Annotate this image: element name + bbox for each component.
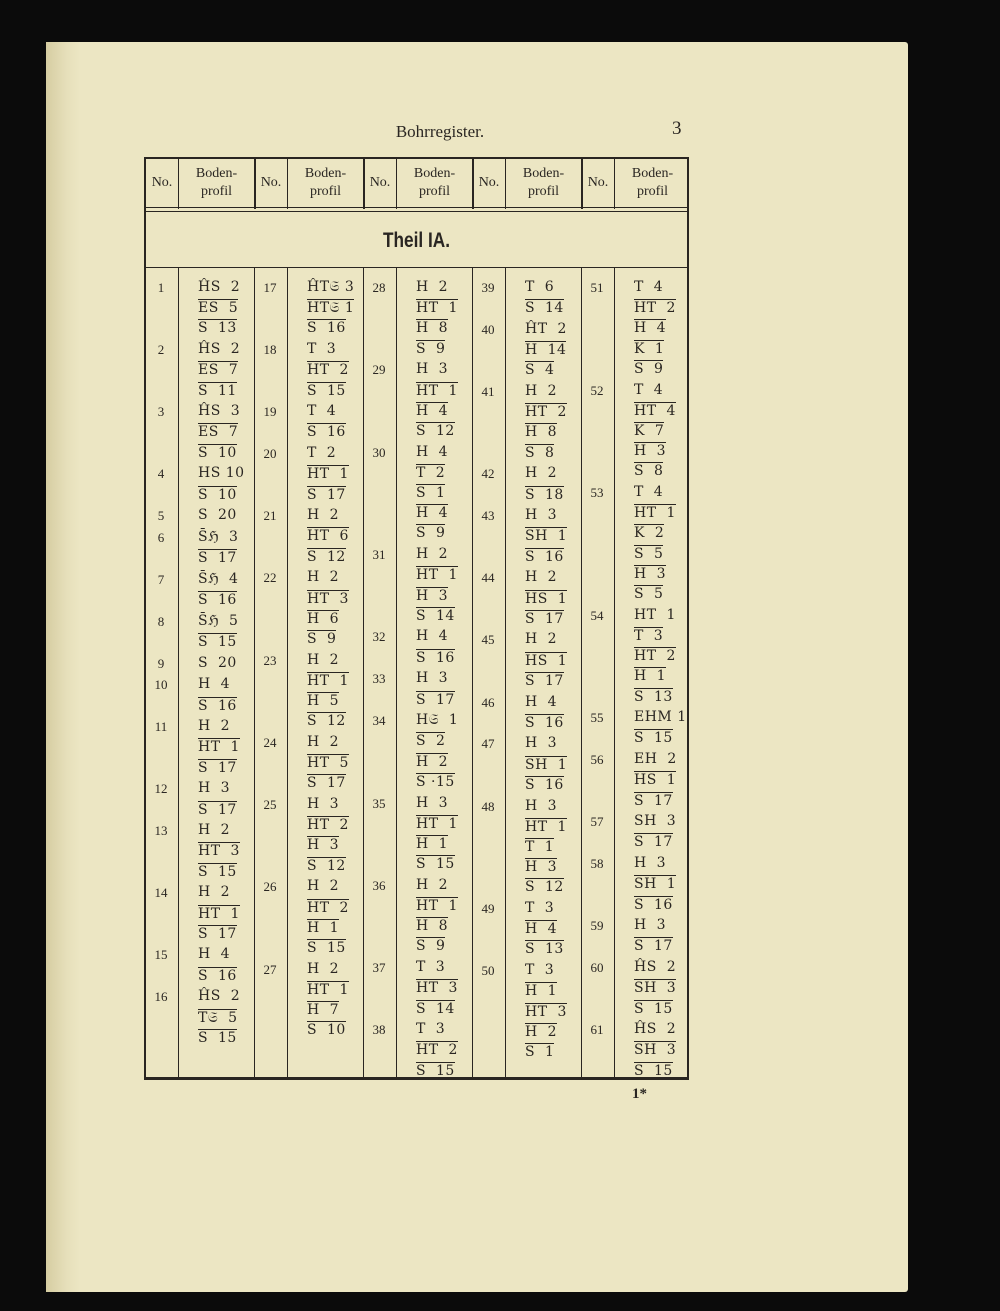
profile-layer: S 15 (307, 939, 346, 956)
profile-layer: H 2 (525, 465, 558, 482)
bore-number: 16 (154, 989, 168, 1005)
profile-layer: S 12 (307, 713, 346, 730)
bore-number: 25 (263, 797, 277, 812)
profile-layer: H 4 (416, 628, 449, 645)
profile-layer: ĤS 2 (634, 1021, 677, 1038)
profile-layer: ES 7 (198, 362, 239, 379)
bore-number: 14 (154, 885, 168, 901)
bore-number: 29 (372, 362, 386, 378)
bore-number: 18 (263, 342, 277, 358)
profile-layer: T 3 (307, 341, 337, 358)
profile-layer: S̄ℌ 4 (198, 570, 239, 587)
profile-layer: HS 1 (525, 652, 568, 669)
bore-number: 48 (481, 798, 495, 814)
profile-layer: H 1 (416, 835, 449, 852)
profile-layer: HT 2 (307, 817, 349, 834)
profile-layer: H 4 (634, 320, 667, 337)
bore-number: 6 (157, 529, 165, 545)
profile-layer: ĤT 2 (525, 320, 567, 337)
bore-number: 51 (590, 280, 604, 295)
profile-layer: SH 3 (634, 813, 677, 830)
profile-layer: ĤS 2 (198, 988, 241, 1005)
bore-number: 60 (590, 960, 604, 976)
profile-layer: H 4 (416, 505, 449, 522)
profile-layer: H 8 (525, 424, 558, 441)
profile-layer: HT 1 (525, 818, 567, 835)
profile-layer: HT 1 (198, 905, 240, 922)
header-profile: Boden- profil (195, 166, 238, 199)
profile-layer: HS 10 (198, 465, 245, 482)
profile-layer: H 3 (416, 587, 449, 604)
profile-layer: S 15 (634, 1000, 673, 1017)
profile-layer: HT 4 (634, 402, 676, 419)
bore-number: 57 (590, 814, 604, 830)
profile-layer: S 9 (634, 360, 664, 377)
profile-layer: H 4 (416, 443, 449, 460)
profile-layer: H 2 (307, 507, 340, 524)
profile-layer: H 2 (198, 718, 231, 735)
profile-layer: HT 2 (634, 300, 676, 317)
profile-layer: SH 3 (634, 1042, 677, 1059)
profile-layer: S 17 (198, 759, 237, 776)
header-rule (146, 207, 687, 212)
profile-layer: H 3 (634, 565, 667, 582)
profile-layer: S 17 (634, 792, 673, 809)
profile-layer: S 13 (634, 688, 673, 705)
profile-layer: T 3 (416, 959, 446, 976)
profile-layer: HT 5 (307, 755, 349, 772)
column-rule (254, 267, 255, 1077)
profile-layer: H 5 (307, 693, 340, 709)
profile-layer: S 15 (198, 863, 237, 880)
profile-layer: H 3 (525, 507, 558, 524)
bore-number: 50 (481, 963, 495, 979)
bore-number: 38 (372, 1022, 386, 1038)
column-rule (505, 159, 506, 209)
profile-layer: S 12 (525, 879, 564, 896)
profile-layer: H 3 (307, 837, 340, 854)
profile-layer: S 16 (198, 967, 237, 984)
profile-layer: EHM 1 (634, 709, 687, 726)
profile-layer: H𝔖 1 (416, 712, 459, 729)
profile-layer: S 12 (416, 422, 455, 439)
profile-layer: H 3 (416, 670, 449, 687)
bore-number: 61 (590, 1022, 604, 1038)
profile-layer: S 1 (525, 1043, 555, 1060)
column-rule (287, 267, 288, 1077)
running-header: Bohrregister. (395, 122, 485, 141)
profile-layer: S 2 (416, 733, 446, 750)
profile-layer: SH 3 (634, 980, 677, 997)
profile-layer: S 17 (198, 925, 237, 942)
profile-layer: HT 1 (416, 898, 458, 914)
profile-layer: HT𝔖 1 (307, 300, 355, 317)
profile-layer: H 3 (416, 361, 449, 378)
profile-layer: H 2 (416, 876, 449, 893)
profile-layer: H 2 (416, 753, 449, 770)
profile-layer: S 9 (416, 938, 446, 955)
profile-layer: S 16 (307, 320, 346, 337)
profile-layer: H 2 (525, 1023, 558, 1040)
bore-number: 7 (157, 571, 165, 587)
profile-layer: S 20 (198, 654, 237, 671)
profile-layer: S 16 (634, 896, 673, 913)
profile-layer: HT 1 (416, 567, 458, 584)
profile-layer: S 17 (307, 775, 346, 792)
profile-layer: S 16 (525, 776, 564, 793)
bore-register-table (144, 157, 689, 1080)
column-rule (287, 159, 288, 209)
profile-layer: H 1 (307, 919, 340, 936)
profile-layer: S 20 (198, 507, 237, 524)
profile-layer: ĤS 2 (198, 341, 241, 358)
profile-layer: HT 1 (307, 466, 349, 483)
bore-number: 15 (154, 947, 168, 963)
profile-layer: S 5 (634, 545, 664, 562)
profile-layer: H 2 (416, 546, 449, 563)
header-profile: Boden- profil (304, 166, 347, 199)
profile-layer: S 18 (525, 486, 564, 503)
profile-layer: H 3 (525, 797, 558, 814)
bore-number: 10 (154, 677, 168, 693)
profile-layer: S 17 (198, 801, 237, 818)
profile-layer: H 2 (198, 822, 231, 839)
profile-layer: H 4 (198, 946, 231, 963)
profile-layer: S̄ℌ 5 (198, 612, 239, 629)
profile-layer: T 4 (634, 279, 664, 295)
profile-layer: ĤT𝔖 3 (307, 279, 355, 295)
profile-layer: EH 2 (634, 751, 677, 768)
bore-number: 22 (263, 570, 277, 586)
profile-layer: HS 1 (634, 772, 677, 789)
profile-layer: HT 3 (416, 980, 458, 997)
profile-layer: S 10 (307, 1022, 346, 1039)
profile-layer: H 4 (416, 402, 449, 419)
profile-layer: H 2 (307, 569, 340, 586)
bore-number: 34 (372, 713, 386, 729)
bore-number: 39 (481, 280, 495, 295)
profile-layer: H 2 (525, 383, 558, 399)
profile-layer: S 15 (198, 1029, 237, 1046)
profile-layer: H 1 (525, 983, 558, 1000)
column-rule (396, 267, 397, 1077)
profile-layer: S 14 (416, 1000, 455, 1017)
profile-layer: T 6 (525, 279, 555, 295)
bore-number: 43 (481, 508, 495, 524)
bore-number: 41 (481, 384, 495, 399)
profile-layer: H 8 (416, 320, 449, 337)
header-no: No. (478, 175, 500, 190)
profile-layer: S 15 (416, 1062, 455, 1079)
profile-layer: H 3 (634, 855, 667, 872)
profile-layer: T 3 (525, 900, 555, 916)
profile-layer: H 3 (198, 780, 231, 797)
bore-number: 52 (590, 382, 604, 398)
bore-number: 32 (372, 629, 386, 645)
profile-layer: T 3 (416, 1021, 446, 1038)
bore-number: 33 (372, 671, 386, 687)
profile-layer: T 3 (634, 627, 664, 644)
profile-layer: S 16 (525, 548, 564, 565)
profile-layer: ĤS 2 (634, 959, 677, 976)
profile-layer: T 1 (525, 838, 555, 855)
profile-layer: S ·15 (416, 773, 455, 790)
profile-layer: SH 1 (525, 528, 568, 545)
bore-number: 17 (263, 280, 277, 295)
profile-layer: T 4 (634, 381, 664, 398)
bore-number: 19 (263, 404, 277, 420)
bore-number: 37 (372, 960, 386, 976)
profile-layer: HT 2 (307, 899, 349, 916)
profile-layer: SH 1 (525, 756, 568, 773)
profile-layer: S 9 (416, 525, 446, 542)
profile-layer: K 7 (634, 422, 665, 439)
profile-layer: H 2 (525, 631, 558, 648)
profile-layer: S 14 (525, 300, 564, 317)
profile-layer: H 3 (634, 443, 667, 460)
profile-layer: HT 1 (416, 300, 458, 317)
profile-layer: S 16 (416, 649, 455, 666)
bore-number: 42 (481, 466, 495, 482)
bore-number: 55 (590, 710, 604, 726)
profile-layer: HT 1 (634, 606, 676, 623)
profile-layer: H 2 (525, 569, 558, 586)
header-no: No. (260, 175, 282, 190)
bore-number: 13 (154, 823, 168, 839)
profile-layer: T𝔖 5 (198, 1009, 238, 1026)
bore-number: 35 (372, 795, 386, 811)
profile-layer: S 10 (198, 444, 237, 461)
profile-layer: HT 6 (307, 528, 349, 545)
profile-layer: H 2 (307, 733, 340, 750)
profile-layer: K 2 (634, 525, 665, 542)
header-profile: Boden- profil (522, 166, 565, 199)
profile-layer: S 12 (307, 857, 346, 874)
profile-layer: K 1 (634, 340, 665, 357)
page-spine-shadow (46, 42, 80, 1292)
profile-layer: HT 1 (307, 981, 349, 998)
profile-layer: H 3 (416, 794, 449, 811)
profile-layer: HS 1 (525, 590, 568, 607)
profile-layer: S 15 (198, 633, 237, 650)
profile-layer: S 11 (198, 382, 237, 399)
bore-number: 46 (481, 694, 495, 710)
bore-number: 24 (263, 734, 277, 750)
header-no: No. (151, 175, 173, 190)
profile-layer: S 15 (416, 856, 455, 873)
profile-layer: HT 3 (525, 1003, 567, 1020)
profile-layer: SH 1 (634, 876, 677, 893)
column-rule (396, 159, 397, 209)
bore-number: 40 (481, 321, 495, 337)
profile-layer: H 3 (634, 917, 667, 934)
profile-layer: S 16 (525, 714, 564, 731)
profile-layer: H 3 (525, 735, 558, 752)
bore-number: 8 (157, 613, 165, 629)
column-rule (178, 267, 179, 1077)
bore-number: 3 (157, 404, 165, 420)
profile-layer: S 13 (198, 320, 237, 337)
profile-layer: S 8 (634, 463, 664, 480)
profile-layer: S 17 (634, 834, 673, 851)
profile-layer: H 4 (525, 693, 558, 710)
profile-layer: H 2 (198, 884, 231, 901)
profile-layer: T 4 (307, 403, 337, 420)
header-profile: Boden- profil (631, 166, 674, 199)
profile-layer: S 17 (525, 610, 564, 627)
bore-number: 30 (372, 444, 386, 460)
profile-layer: S 9 (307, 630, 337, 647)
profile-layer: ĤS 3 (198, 403, 241, 420)
profile-layer: H 6 (307, 610, 340, 627)
profile-layer: H 7 (307, 1002, 340, 1018)
bore-number: 59 (590, 918, 604, 934)
bore-number: 4 (157, 466, 165, 482)
profile-layer: H 4 (525, 921, 558, 938)
bore-number: 53 (590, 485, 604, 500)
bore-number: 28 (372, 280, 386, 295)
header-no: No. (587, 175, 609, 190)
profile-layer: HT 1 (416, 815, 458, 832)
bore-number: 47 (481, 736, 495, 752)
bore-number: 9 (157, 655, 165, 671)
profile-layer: ES 7 (198, 424, 239, 441)
profile-layer: S 14 (416, 607, 455, 624)
header-no: No. (369, 175, 391, 190)
profile-layer: H 1 (634, 668, 667, 685)
profile-layer: T 2 (416, 464, 446, 481)
profile-layer: HT 2 (416, 1042, 458, 1059)
profile-layer: ES 5 (198, 300, 239, 317)
profile-layer: T 2 (307, 445, 337, 462)
page-number: 3 (672, 118, 682, 139)
profile-layer: HT 1 (198, 739, 240, 756)
profile-layer: S̄ℌ 3 (198, 528, 239, 545)
profile-layer: S 10 (198, 486, 237, 503)
profile-layer: S 13 (525, 941, 564, 958)
header-profile: Boden- profil (413, 166, 456, 199)
bore-number: 45 (481, 632, 495, 648)
profile-layer: HT 2 (307, 362, 349, 379)
profile-layer: S 16 (307, 424, 346, 441)
profile-layer: H 2 (307, 651, 340, 668)
profile-layer: S 12 (307, 548, 346, 565)
profile-layer: H 2 (307, 960, 340, 977)
profile-layer: S 4 (525, 362, 555, 379)
profile-layer: S 8 (525, 444, 555, 461)
profile-layer: H 2 (416, 279, 449, 295)
column-rule (614, 159, 615, 209)
profile-layer: HT 3 (198, 843, 240, 860)
bore-number: 21 (263, 508, 277, 524)
bore-number: 54 (590, 607, 604, 623)
profile-layer: T 4 (634, 484, 664, 500)
profile-layer: HT 1 (634, 505, 676, 522)
profile-layer: T 3 (525, 962, 555, 979)
profile-layer: S 5 (634, 586, 664, 602)
signature-mark: 1* (632, 1086, 647, 1102)
bore-number: 36 (372, 877, 386, 893)
bore-number: 49 (481, 901, 495, 916)
profile-layer: HT 2 (634, 648, 676, 665)
profile-layer: HT 2 (525, 404, 567, 421)
profile-layer: H 3 (307, 796, 340, 812)
profile-layer: HT 1 (307, 672, 349, 689)
profile-layer: S 15 (634, 730, 673, 747)
column-rule (505, 267, 506, 1077)
profile-layer: S 17 (198, 550, 237, 567)
section-rule (146, 267, 687, 268)
profile-layer: H 3 (525, 859, 558, 876)
bore-number: 2 (157, 342, 165, 358)
profile-layer: S 16 (198, 592, 237, 608)
bore-number: 20 (263, 446, 277, 462)
profile-layer: H 2 (307, 878, 340, 895)
profile-layer: S 16 (198, 697, 237, 714)
profile-layer: S 9 (416, 340, 446, 357)
bore-number: 44 (481, 570, 495, 586)
profile-layer: S 17 (634, 938, 673, 955)
profile-layer: S 15 (634, 1062, 673, 1079)
bore-number: 31 (372, 547, 386, 563)
bore-number: 23 (263, 652, 277, 668)
profile-layer: H 4 (198, 676, 231, 693)
profile-layer: HT 1 (416, 382, 458, 399)
profile-layer: HT 3 (307, 590, 349, 607)
bore-number: 27 (263, 961, 277, 977)
bore-number: 26 (263, 879, 277, 895)
bore-number: 11 (154, 719, 168, 735)
profile-layer: ĤS 2 (198, 279, 241, 295)
profile-layer: H 14 (525, 342, 567, 359)
profile-layer: S 17 (525, 672, 564, 689)
profile-layer: H 8 (416, 918, 449, 935)
bore-number: 5 (157, 508, 165, 524)
bore-number: 58 (590, 856, 604, 872)
bore-number: 56 (590, 752, 604, 768)
column-rule (614, 267, 615, 1077)
profile-layer: S 15 (307, 382, 346, 399)
profile-layer: S 17 (307, 486, 346, 503)
bore-number: 1 (157, 280, 165, 295)
profile-layer: S 17 (416, 691, 455, 708)
column-rule (178, 159, 179, 209)
bore-number: 12 (154, 781, 168, 797)
profile-layer: S 1 (416, 485, 446, 501)
section-title: Theil IA. (383, 229, 450, 252)
